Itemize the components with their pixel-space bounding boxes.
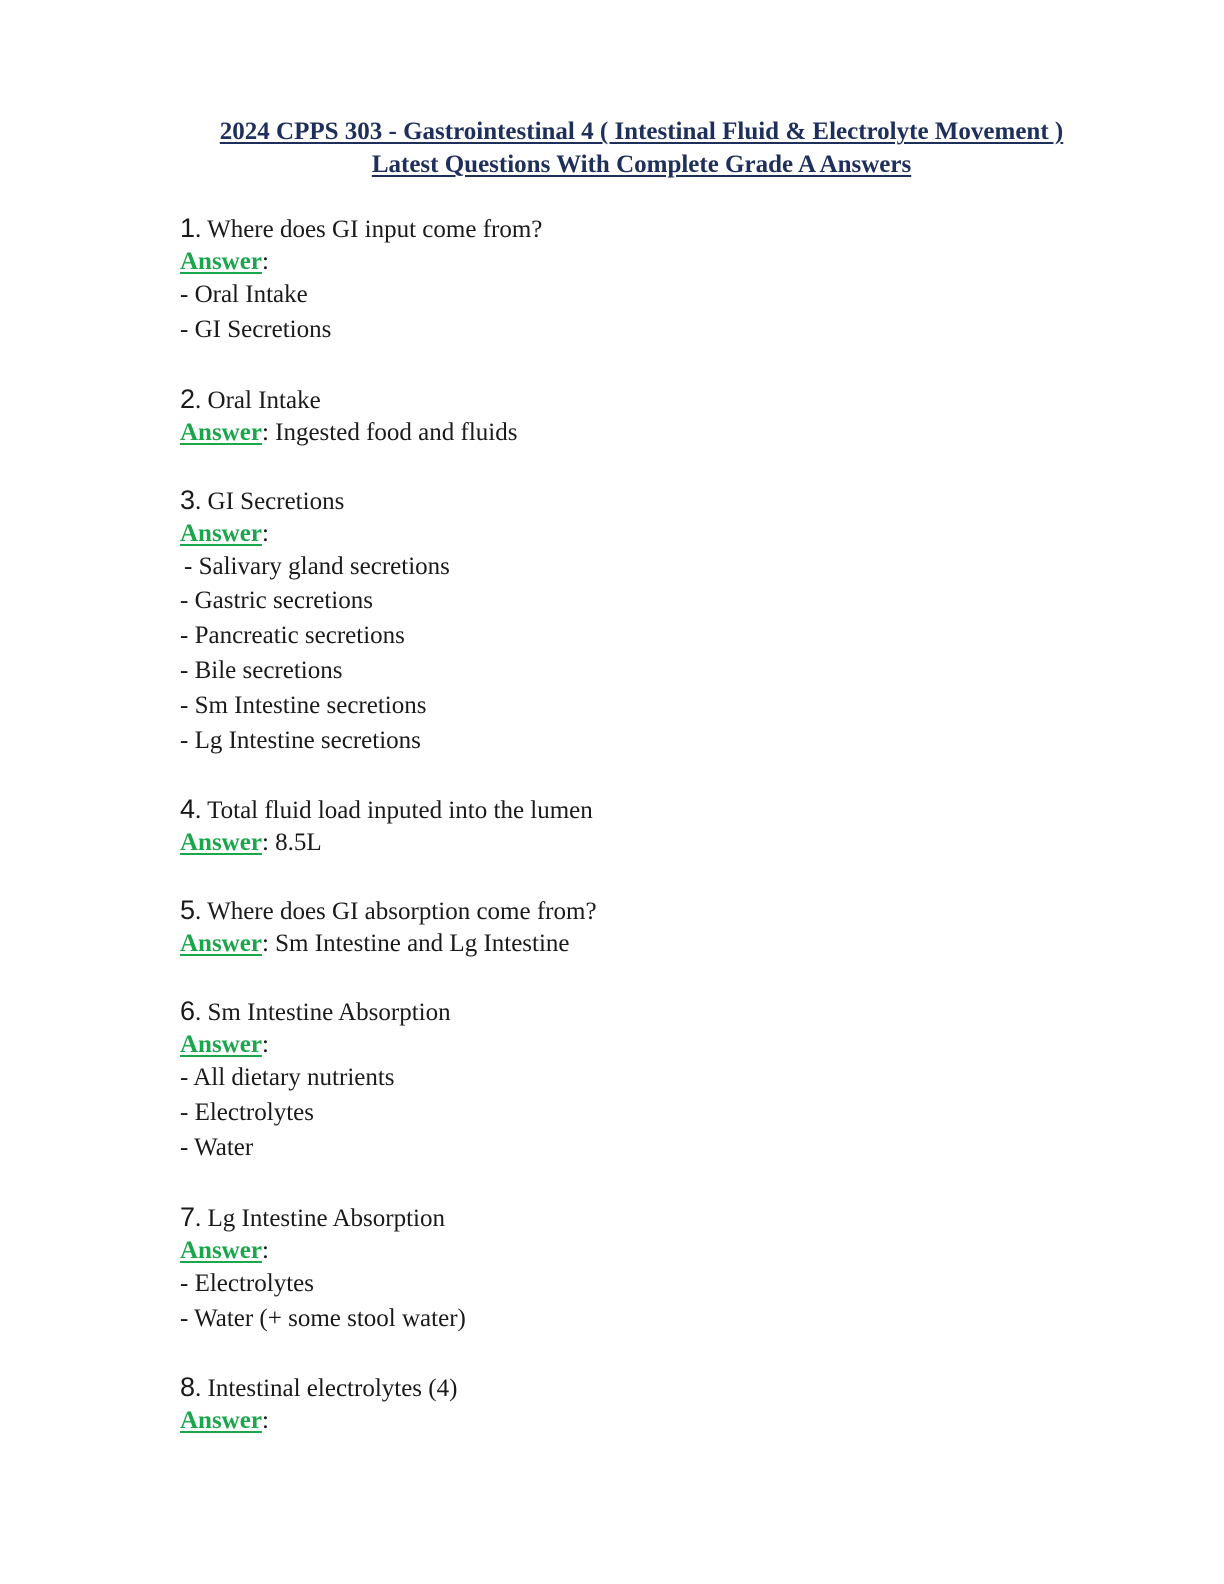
question-text: Intestinal electrolytes (4) (207, 1375, 458, 1403)
answer-item: - GI Secretions (180, 315, 332, 343)
answer-item: - Pancreatic secretions (180, 622, 405, 650)
answer-item: - Water (180, 1133, 254, 1161)
question-number: 2 (180, 383, 196, 414)
question: 7. Lg Intestine Absorption (180, 1201, 446, 1232)
question-text: Lg Intestine Absorption (207, 1204, 446, 1232)
question: 6. Sm Intestine Absorption (180, 996, 451, 1027)
answer-item: - Bile secretions (180, 656, 343, 684)
document-title-line-1: 2024 CPPS 303 - Gastrointestinal 4 ( Intestinal Fluid & Electrolyte Movement ) (219, 118, 1064, 145)
question: 8. Intestinal electrolytes (4) (180, 1372, 458, 1403)
qa-block (180, 994, 1140, 1165)
qa-block (180, 893, 1140, 960)
answer-line: Answer: (180, 1031, 269, 1059)
question: 2. Oral Intake (180, 383, 321, 414)
answer-item: - Sm Intestine secretions (180, 691, 427, 719)
answer-item: - Electrolytes (180, 1269, 314, 1297)
answer-text: Ingested food and fluids (268, 418, 518, 446)
answer-line: Answer: (180, 248, 269, 275)
question-number: 6 (180, 996, 196, 1027)
answer-label: Answer (180, 519, 262, 547)
document-title-line-2: Latest Questions With Complete Grade A Answers (371, 151, 912, 178)
answer-text: 8.5L (268, 829, 322, 857)
qa-block (180, 1200, 1140, 1337)
qa-block (180, 211, 1140, 348)
question-number: 1 (180, 213, 196, 243)
question-number: 7 (180, 1201, 196, 1232)
question-number: 4 (180, 794, 196, 825)
answer-line: Answer: (180, 1236, 269, 1264)
answer-item: - All dietary nutrients (180, 1064, 395, 1092)
question-text: Where does GI absorption come from? (207, 898, 597, 926)
question: 5. Where does GI absorption come from? (180, 895, 597, 926)
answer-item: - Gastric secretions (180, 587, 373, 615)
answer-line: Answer: 8.5L (180, 829, 322, 857)
answer-label: Answer (180, 930, 262, 958)
question-number: 3 (180, 484, 196, 515)
question-text: Where does GI input come from? (207, 216, 543, 243)
question-number: 5 (180, 895, 196, 926)
question-text: GI Secretions (207, 487, 345, 515)
question: 1. Where does GI input come from? (180, 213, 543, 243)
answer-label: Answer (180, 829, 262, 857)
answer-line: Answer: Sm Intestine and Lg Intestine (180, 930, 570, 958)
qa-block (180, 483, 1140, 759)
answer-line: Answer: (180, 519, 269, 547)
question-text: Oral Intake (207, 386, 321, 414)
answer-label: Answer (180, 248, 262, 275)
answer-text: Sm Intestine and Lg Intestine (268, 930, 570, 958)
qa-block (180, 792, 1140, 859)
answer-item: - Salivary gland secretions (184, 552, 450, 580)
answer-label: Answer (180, 1236, 262, 1264)
question-number: 8 (180, 1372, 196, 1403)
qa-list (180, 211, 1140, 1471)
answer-label: Answer (180, 418, 262, 446)
qa-block (180, 382, 1140, 449)
answer-line: Answer: (180, 1407, 269, 1435)
answer-item: - Electrolytes (180, 1099, 314, 1127)
question: 4. Total fluid load inputed into the lumen (180, 794, 593, 825)
answer-item: - Oral Intake (180, 281, 308, 308)
answer-line: Answer: Ingested food and fluids (180, 418, 518, 446)
qa-block (180, 1370, 1140, 1437)
question-text: Sm Intestine Absorption (207, 999, 451, 1027)
question: 3. GI Secretions (180, 484, 345, 515)
answer-item: - Water (+ some stool water) (180, 1304, 466, 1332)
answer-item: - Lg Intestine secretions (180, 726, 421, 754)
answer-label: Answer (180, 1407, 262, 1435)
question-text: Total fluid load inputed into the lumen (207, 797, 593, 825)
answer-label: Answer (180, 1031, 262, 1059)
